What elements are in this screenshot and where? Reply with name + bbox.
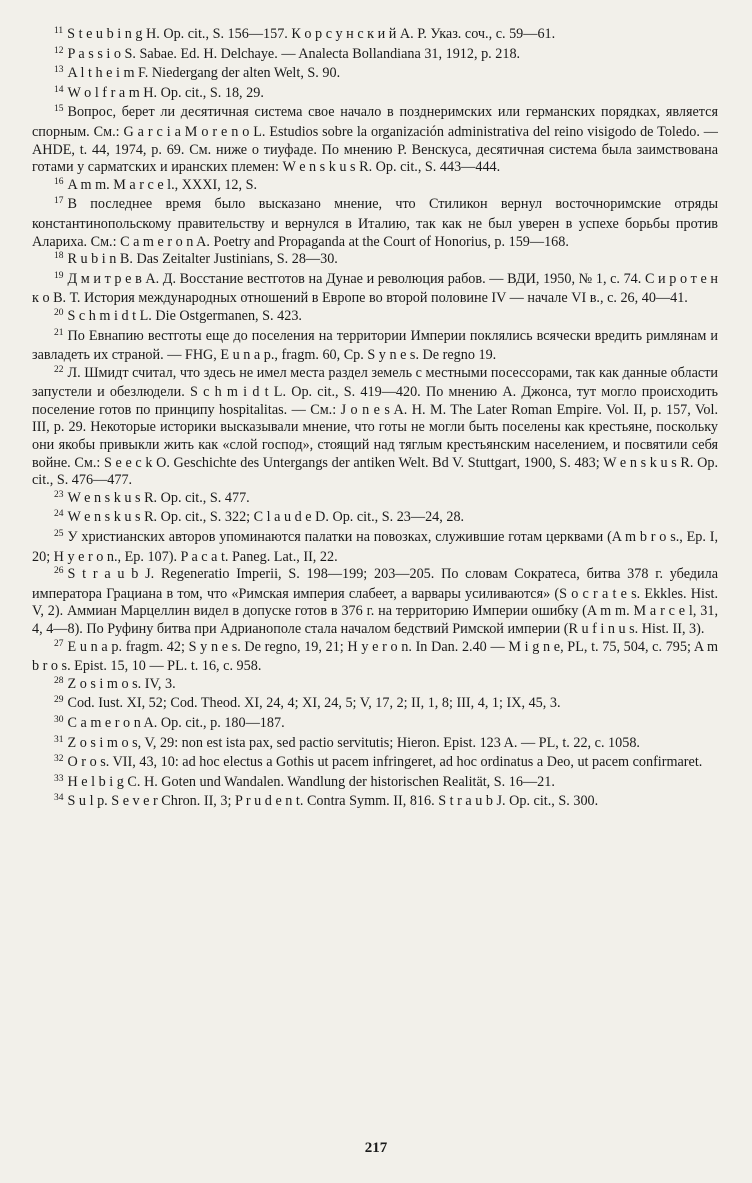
footnote <box>32 104 718 176</box>
footnote-text: W e n s k u s R. Op. cit., S. 322; C l a u d e D. Op. cit., S. 23—24, 28. <box>67 509 465 526</box>
footnote-text: В последнее время было высказано мнение, что Стиликон вернул восточноримские отряды константинопольскому правительству и вернулся в Италию, так как не был уверен в успехе борьбы против Алариха. См.: C a m e r o n A. Poetry and Propaganda at the Court of Honorius, p. 159—168. <box>32 196 718 250</box>
footnote <box>32 65 718 85</box>
footnote-text: Вопрос, берет ли десятичная система свое начало в позднеримских или германских порядках, является спорным. См.: G a r c i a M o r e n o L. Estudios sobre la organización administrativa del reino visigodo de Toledo. — AHDE, t. 44, 1974, p. 69. См. ниже о тиуфаде. По мнению Р. Венскуса, десятичная система была заимствована готами у сарматских и иранских племен: W e n s k u s R. Op. cit., S. 443—444. <box>32 104 718 176</box>
footnote <box>32 328 718 365</box>
footnote <box>32 46 718 66</box>
footnote-text: C a m e r o n A. Op. cit., p. 180—187. <box>67 714 285 731</box>
footnote-number: 18 <box>54 251 64 262</box>
footnote-number: 27 <box>54 638 64 649</box>
footnote-text: A l t h e i m F. Niedergang der alten Welt, S. 90. <box>67 65 341 82</box>
footnote-text: W o l f r a m H. Op. cit., S. 18, 29. <box>67 84 264 101</box>
footnote-text: S u l p. S e v e r Chron. II, 3; P r u d e n t. Contra Symm. II, 816. S t r a u b J. Op. cit., S. 300. <box>67 793 599 810</box>
footnote-text: H e l b i g C. H. Goten und Wandalen. Wandlung der historischen Realität, S. 16—21. <box>67 773 555 790</box>
footnote-text: Z o s i m o s, V, 29: non est ista pax, sed pactio servitutis; Hieron. Epist. 123 A. — PL, t. 22, c. 1058. <box>67 734 640 751</box>
footnote <box>32 177 718 197</box>
footnote <box>32 735 718 755</box>
footnote-number: 15 <box>54 104 64 115</box>
footnote-text: У христианских авторов упоминаются палатки на повозках, служившие готам церквами (A m b r o s., Ep. I, 20; H y e r o n., Ep. 107). P a c a t. Paneg. Lat., II, 22. <box>32 529 718 565</box>
footnote-number: 21 <box>54 327 64 338</box>
footnote-number: 19 <box>54 270 64 281</box>
footnote-number: 22 <box>54 364 64 375</box>
footnote-text: S t r a u b J. Regeneratio Imperii, S. 198—199; 203—205. По словам Сократеса, битва 378 г. убедила императора Грациана в том, что «Римская империя слабеет, а варвары усиливаются» (S o c r a t e s. Ekkles. Hist. V, 2). Аммиан Марцеллин видел в допуске готов в 376 г. на территорию Империи ошибку (A m m. M a r c e l, 31, 4, 4—8). По Руфину битва при Адрианополе стала началом бедствий Римской империи (R u f i n u s. Hist. II, 3). <box>32 566 718 637</box>
footnote-number: 23 <box>54 489 64 500</box>
footnote <box>32 490 718 510</box>
footnote-text: P a s s i o S. Sabae. Ed. H. Delchaye. — Analecta Bollandiana 31, 1912, p. 218. <box>67 45 521 62</box>
footnote-number: 32 <box>54 754 64 765</box>
footnote-number: 24 <box>54 509 64 520</box>
footnote-number: 34 <box>54 793 64 804</box>
footnote-number: 25 <box>54 529 64 540</box>
footnote-number: 17 <box>54 196 64 207</box>
footnote-number: 12 <box>54 45 64 56</box>
footnote <box>32 196 718 251</box>
footnote-text: S c h m i d t L. Die Ostgermanen, S. 423. <box>67 307 302 324</box>
page-number: 217 <box>364 1140 388 1156</box>
footnote-text: A m m. M a r c e l., XXXI, 12, S. <box>67 176 258 193</box>
footnote-number: 30 <box>54 714 64 725</box>
footnote <box>32 529 718 566</box>
footnote <box>32 774 718 794</box>
footnote <box>32 365 718 490</box>
footnote-text: Cod. Iust. XI, 52; Cod. Theod. XI, 24, 4; XI, 24, 5; V, 17, 2; II, 1, 8; III, 4, 1; IX, 45, 3. <box>67 695 561 712</box>
footnote <box>32 26 718 46</box>
footnote-text: По Евнапию вестготы еще до поселения на территории Империи поклялись всячески вредить римлянам и завладеть их страной. — FHG, E u n a p., fragm. 60, Cp. S y n e s. De regno 19. <box>32 327 718 364</box>
footnote <box>32 308 718 328</box>
footnote-number: 20 <box>54 307 64 318</box>
footnote <box>32 509 718 529</box>
footnote <box>32 271 718 308</box>
footnote <box>32 793 718 813</box>
footnote-number: 11 <box>54 26 64 36</box>
footnote <box>32 715 718 735</box>
footnote-text: Z o s i m o s. IV, 3. <box>67 675 176 692</box>
footnote-number: 16 <box>54 176 64 187</box>
footnote-number: 33 <box>54 773 64 784</box>
footnote <box>32 639 718 676</box>
footnote-number: 28 <box>54 675 64 686</box>
footnote-number: 29 <box>54 695 64 706</box>
footnote <box>32 566 718 638</box>
footnote-number: 13 <box>54 65 64 76</box>
footnote-text: O r o s. VII, 43, 10: ad hoc electus a Gothis ut pacem infringeret, ad hoc ordinatus a Deo, ut pacem confirmaret. <box>67 754 703 771</box>
footnote-text: W e n s k u s R. Op. cit., S. 477. <box>67 489 250 506</box>
footnote-text: Д м и т р е в А. Д. Восстание вестготов на Дунае и революция рабов. — ВДИ, 1950, № 1, с. 74. С и р о т е н к о В. Т. История международных отношений в Европе во второй половине IV — начале VI в., с. 26, 40—41. <box>32 270 718 307</box>
footnote <box>32 251 718 271</box>
footnote <box>32 754 718 774</box>
footnote-text: S t e u b i n g H. Op. cit., S. 156—157. К о р с у н с к и й А. Р. Указ. соч., с. 59—61. <box>67 26 556 42</box>
footnote-text: Л. Шмидт считал, что здесь не имел места раздел земель с местными посессорами, так как данные области запустели и обезлюдели. S c h m i d t L. Op. cit., S. 419—420. По мнению А. Джонса, тут могло происходить поселение готов по принципу hospitalitas. — См.: J o n e s A. H. M. The Later Roman Empire. Vol. II, p. 157, Vol. III, p. 29. Некоторые историки высказывали мнение, что готы не могли быть поселены как крестьяне, поскольку они якобы привыкли жить как «слой господ», стоящий над тяглым крестьянским населением, и посвятили себя войне. См.: S e e c k O. Geschichte des Untergangs der antiken Welt. Bd V. Stuttgart, 1900, S. 483; W e n s k u s R. Op. cit., S. 476—477. <box>32 364 718 489</box>
footnote-number: 31 <box>54 734 64 745</box>
footnote-text: R u b i n B. Das Zeitalter Justinians, S. 28—30. <box>67 251 338 268</box>
footnote-text: E u n a p. fragm. 42; S y n e s. De regno, 19, 21; H y e r o n. In Dan. 2.40 — M i g n e, PL, t. 75, 504, c. 795; A m b r o s. Epist. 15, 10 — PL. t. 16, c. 958. <box>32 638 718 675</box>
footnote-number: 14 <box>54 84 64 95</box>
footnote <box>32 85 718 105</box>
footnote <box>32 676 718 696</box>
footnote-number: 26 <box>54 566 64 577</box>
footnotes-list <box>32 26 718 813</box>
footnote <box>32 695 718 715</box>
